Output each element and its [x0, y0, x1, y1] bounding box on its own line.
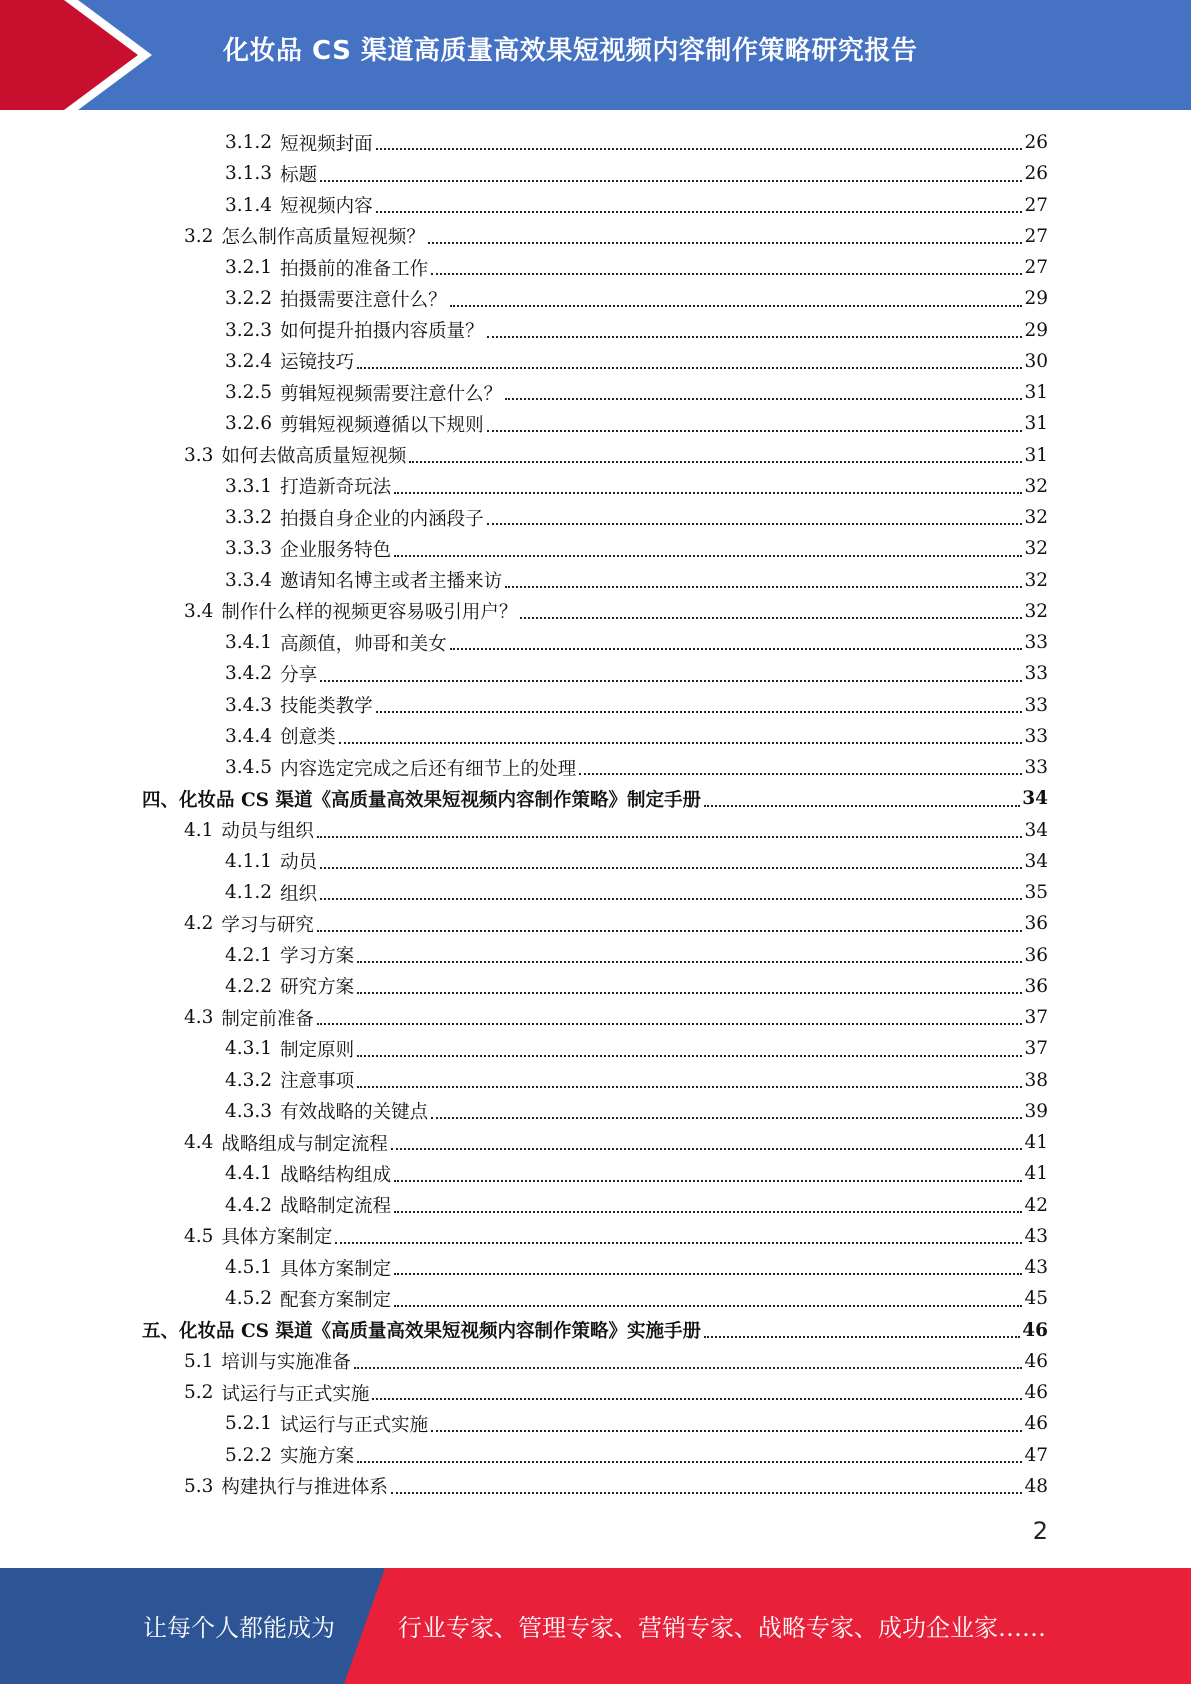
toc-entry[interactable]: [142, 1002, 1048, 1033]
toc-entry[interactable]: [142, 846, 1048, 877]
toc-entry[interactable]: [142, 1158, 1048, 1189]
toc-entry-page: 36: [1024, 913, 1048, 935]
toc-dot-leader: [357, 1055, 1022, 1057]
toc-dot-leader: [357, 992, 1022, 994]
toc-entry[interactable]: [142, 502, 1048, 533]
toc-entry[interactable]: [142, 158, 1048, 189]
toc-entry-title: 有效战略的关键点: [280, 1102, 429, 1124]
toc-entry-title: 拍摄自身企业的内涵段子: [280, 508, 484, 530]
toc-entry-page: 31: [1024, 413, 1048, 435]
toc-dot-leader: [394, 1180, 1022, 1182]
toc-entry[interactable]: [142, 315, 1048, 346]
toc-entry-title: 培训与实施准备: [221, 1352, 351, 1374]
toc-entry[interactable]: [142, 971, 1048, 1002]
toc-entry-number: 3.2.4: [225, 350, 273, 372]
toc-entry[interactable]: [142, 1315, 1048, 1346]
toc-entry-page: 36: [1024, 944, 1048, 966]
toc-dot-leader: [357, 1461, 1022, 1463]
toc-entry[interactable]: [142, 627, 1048, 658]
toc-entry-number: 4.3.3: [225, 1100, 273, 1122]
toc-entry-page: 42: [1024, 1194, 1048, 1216]
toc-entry-page: 32: [1024, 507, 1048, 529]
toc-entry-title: 学习与研究: [221, 914, 314, 936]
table-of-contents: [142, 127, 1048, 1502]
toc-entry-page: 30: [1024, 350, 1048, 372]
toc-entry-title: 战略组成与制定流程: [221, 1133, 388, 1155]
toc-entry-title: 动员: [280, 852, 318, 874]
toc-entry-number: 3.3.2: [225, 507, 273, 529]
toc-entry-page: 34: [1024, 850, 1048, 872]
toc-dot-leader: [704, 805, 1020, 807]
toc-dot-leader: [409, 461, 1022, 463]
toc-entry[interactable]: [142, 533, 1048, 564]
toc-dot-leader: [335, 1242, 1022, 1244]
toc-entry-page: 32: [1024, 569, 1048, 591]
toc-entry-number: 4.1.2: [225, 882, 273, 904]
toc-entry-page: 34: [1022, 788, 1048, 810]
toc-entry-title: 制定原则: [280, 1039, 355, 1061]
toc-entry-number: 3.2.1: [225, 257, 273, 279]
toc-entry-title: 创意类: [280, 727, 336, 749]
toc-dot-leader: [505, 586, 1022, 588]
toc-entry-number: 3.3.4: [225, 569, 273, 591]
toc-entry-title: 剪辑短视频遵循以下规则: [280, 414, 484, 436]
toc-entry-title: 试运行与正式实施: [221, 1383, 370, 1405]
toc-entry[interactable]: [142, 1096, 1048, 1127]
toc-entry-page: 36: [1024, 975, 1048, 997]
toc-entry[interactable]: [142, 1283, 1048, 1314]
toc-entry[interactable]: [142, 658, 1048, 689]
toc-entry-title: 技能类教学: [280, 696, 373, 718]
toc-dot-leader: [428, 242, 1023, 244]
toc-entry-number: 4.3.2: [225, 1069, 273, 1091]
toc-entry-number: 3.1.4: [225, 194, 273, 216]
toc-dot-leader: [450, 648, 1023, 650]
toc-entry-number: 5.1: [184, 1350, 214, 1372]
toc-entry-page: 26: [1024, 163, 1048, 185]
toc-entry-title: 四、化妆品 CS 渠道《高质量高效果短视频内容制作策略》制定手册: [142, 789, 701, 811]
toc-entry[interactable]: [142, 1377, 1048, 1408]
toc-entry-number: 3.1.3: [225, 163, 273, 185]
toc-entry-number: 4.4.2: [225, 1194, 273, 1216]
toc-entry-page: 29: [1024, 288, 1048, 310]
toc-entry-title: 剪辑短视频需要注意什么？: [280, 383, 503, 405]
toc-entry[interactable]: [142, 377, 1048, 408]
toc-entry-page: 33: [1024, 757, 1048, 779]
toc-entry-title: 如何去做高质量短视频: [221, 446, 407, 468]
toc-entry-page: 33: [1024, 663, 1048, 685]
toc-entry-title: 构建执行与推进体系: [221, 1477, 388, 1499]
toc-entry-page: 41: [1024, 1132, 1048, 1154]
toc-entry-title: 如何提升拍摄内容质量？: [280, 321, 484, 343]
toc-entry-title: 动员与组织: [221, 821, 314, 843]
toc-entry-page: 27: [1024, 194, 1048, 216]
toc-dot-leader: [394, 555, 1022, 557]
toc-dot-leader: [357, 367, 1022, 369]
toc-entry-title: 邀请知名博主或者主播来访: [280, 571, 503, 593]
toc-entry-number: 4.4.1: [225, 1163, 273, 1185]
toc-dot-leader: [339, 742, 1023, 744]
toc-entry-title: 标题: [280, 164, 318, 186]
toc-entry-page: 38: [1024, 1069, 1048, 1091]
toc-entry[interactable]: [142, 752, 1048, 783]
toc-entry-number: 4.2.1: [225, 944, 273, 966]
toc-entry-title: 战略制定流程: [280, 1196, 392, 1218]
toc-entry[interactable]: [142, 783, 1048, 814]
toc-dot-leader: [376, 211, 1023, 213]
toc-entry[interactable]: [142, 283, 1048, 314]
toc-dot-leader: [487, 430, 1023, 432]
toc-entry-title: 制定前准备: [221, 1008, 314, 1030]
toc-entry-page: 33: [1024, 632, 1048, 654]
toc-dot-leader: [354, 1367, 1023, 1369]
toc-entry-page: 34: [1024, 819, 1048, 841]
toc-entry-number: 4.4: [184, 1132, 214, 1154]
toc-entry-number: 3.4.1: [225, 632, 273, 654]
toc-entry[interactable]: [142, 408, 1048, 439]
header-chevron-graphic: [0, 0, 160, 110]
toc-entry[interactable]: [142, 1408, 1048, 1439]
toc-entry-number: 3.2.5: [225, 382, 273, 404]
toc-entry[interactable]: [142, 1127, 1048, 1158]
toc-dot-leader: [487, 523, 1023, 525]
toc-entry-page: 31: [1024, 382, 1048, 404]
toc-entry[interactable]: [142, 908, 1048, 939]
toc-entry[interactable]: [142, 346, 1048, 377]
toc-dot-leader: [704, 1336, 1020, 1338]
toc-entry-page: 46: [1024, 1413, 1048, 1435]
toc-entry-number: 3.4.3: [225, 694, 273, 716]
toc-dot-leader: [376, 711, 1023, 713]
toc-entry-title: 学习方案: [280, 946, 355, 968]
toc-entry-page: 46: [1024, 1350, 1048, 1372]
toc-entry-page: 32: [1024, 538, 1048, 560]
toc-dot-leader: [320, 898, 1022, 900]
toc-entry-number: 3.2: [184, 225, 214, 247]
toc-dot-leader: [394, 1305, 1022, 1307]
toc-dot-leader: [487, 336, 1023, 338]
toc-dot-leader: [394, 1211, 1022, 1213]
toc-entry-number: 5.3: [184, 1475, 214, 1497]
report-title: 化妆品 CS 渠道高质量高效果短视频内容制作策略研究报告: [223, 36, 918, 66]
footer-slogan-right: 行业专家、管理专家、营销专家、战略专家、成功企业家……: [398, 1614, 1046, 1642]
page-footer: [0, 1568, 1191, 1684]
toc-entry[interactable]: [142, 690, 1048, 721]
toc-entry[interactable]: [142, 596, 1048, 627]
toc-entry-page: 41: [1024, 1163, 1048, 1185]
toc-dot-leader: [317, 1023, 1023, 1025]
toc-dot-leader: [391, 1148, 1023, 1150]
toc-dot-leader: [579, 773, 1022, 775]
toc-entry-page: 35: [1024, 882, 1048, 904]
toc-entry[interactable]: [142, 1190, 1048, 1221]
footer-slogan-left: 让每个人都能成为: [143, 1614, 335, 1642]
toc-entry-number: 3.4.4: [225, 725, 273, 747]
toc-entry-page: 37: [1024, 1038, 1048, 1060]
toc-entry-number: 4.2: [184, 913, 214, 935]
toc-entry-title: 分享: [280, 664, 318, 686]
toc-entry[interactable]: [142, 252, 1048, 283]
toc-entry-number: 3.4.5: [225, 757, 273, 779]
toc-dot-leader: [394, 1273, 1022, 1275]
toc-entry[interactable]: [142, 877, 1048, 908]
toc-entry[interactable]: [142, 1346, 1048, 1377]
toc-entry[interactable]: [142, 1065, 1048, 1096]
toc-entry-page: 43: [1024, 1225, 1048, 1247]
toc-dot-leader: [357, 1086, 1022, 1088]
toc-dot-leader: [431, 273, 1022, 275]
toc-entry-title: 配套方案制定: [280, 1289, 392, 1311]
toc-entry[interactable]: [142, 940, 1048, 971]
toc-entry-title: 高颜值，帅哥和美女: [280, 633, 447, 655]
toc-dot-leader: [317, 930, 1023, 932]
toc-entry-title: 短视频封面: [280, 133, 373, 155]
toc-entry-title: 战略结构组成: [280, 1164, 392, 1186]
toc-entry-title: 打造新奇玩法: [280, 477, 392, 499]
toc-entry[interactable]: [142, 1440, 1048, 1471]
toc-dot-leader: [376, 148, 1023, 150]
toc-entry-page: 46: [1024, 1382, 1048, 1404]
toc-entry-page: 27: [1024, 225, 1048, 247]
toc-entry-page: 32: [1024, 600, 1048, 622]
toc-dot-leader: [450, 305, 1023, 307]
toc-entry-number: 4.5.2: [225, 1288, 273, 1310]
toc-entry-title: 拍摄需要注意什么？: [280, 289, 447, 311]
toc-entry[interactable]: [142, 127, 1048, 158]
toc-entry[interactable]: [142, 1471, 1048, 1502]
toc-entry-number: 3.2.3: [225, 319, 273, 341]
toc-entry[interactable]: [142, 221, 1048, 252]
toc-entry-page: 43: [1024, 1257, 1048, 1279]
toc-entry[interactable]: [142, 815, 1048, 846]
toc-entry[interactable]: [142, 565, 1048, 596]
toc-entry-title: 企业服务特色: [280, 539, 392, 561]
toc-entry-page: 46: [1022, 1319, 1048, 1341]
toc-entry-title: 具体方案制定: [280, 1258, 392, 1280]
toc-entry-page: 29: [1024, 319, 1048, 341]
toc-entry-number: 3.4: [184, 600, 214, 622]
toc-dot-leader: [320, 867, 1022, 869]
toc-entry-number: 3.2.6: [225, 413, 273, 435]
toc-entry-number: 4.3: [184, 1007, 214, 1029]
toc-entry-number: 4.5.1: [225, 1257, 273, 1279]
toc-entry-number: 3.2.2: [225, 288, 273, 310]
toc-entry-title: 试运行与正式实施: [280, 1414, 429, 1436]
toc-entry-number: 4.1: [184, 819, 214, 841]
toc-dot-leader: [520, 617, 1022, 619]
toc-entry-title: 怎么制作高质量短视频？: [221, 227, 425, 249]
toc-entry-title: 短视频内容: [280, 196, 373, 218]
page-number: 2: [1032, 1517, 1048, 1545]
toc-entry-number: 3.3.1: [225, 475, 273, 497]
toc-entry-number: 4.2.2: [225, 975, 273, 997]
toc-entry-page: 26: [1024, 132, 1048, 154]
toc-entry-number: 5.2.1: [225, 1413, 273, 1435]
toc-dot-leader: [320, 680, 1022, 682]
toc-entry-number: 4.5: [184, 1225, 214, 1247]
toc-entry[interactable]: [142, 1252, 1048, 1283]
toc-dot-leader: [320, 180, 1022, 182]
toc-entry-title: 五、化妆品 CS 渠道《高质量高效果短视频内容制作策略》实施手册: [142, 1321, 701, 1343]
toc-entry-page: 27: [1024, 257, 1048, 279]
toc-entry[interactable]: [142, 471, 1048, 502]
toc-entry-title: 研究方案: [280, 977, 355, 999]
toc-dot-leader: [372, 1398, 1022, 1400]
toc-entry[interactable]: [142, 190, 1048, 221]
toc-entry[interactable]: [142, 440, 1048, 471]
toc-entry-title: 运镜技巧: [280, 352, 355, 374]
toc-entry-number: 3.1.2: [225, 132, 273, 154]
toc-entry-page: 33: [1024, 725, 1048, 747]
toc-entry-page: 47: [1024, 1444, 1048, 1466]
toc-dot-leader: [357, 961, 1022, 963]
toc-dot-leader: [317, 836, 1023, 838]
toc-entry-number: 4.1.1: [225, 850, 273, 872]
toc-entry-title: 实施方案: [280, 1446, 355, 1468]
toc-dot-leader: [431, 1430, 1022, 1432]
page-header: [0, 0, 1191, 110]
toc-dot-leader: [394, 492, 1022, 494]
toc-entry-number: 3.3.3: [225, 538, 273, 560]
toc-entry-page: 31: [1024, 444, 1048, 466]
toc-entry-page: 32: [1024, 475, 1048, 497]
toc-entry-number: 3.4.2: [225, 663, 273, 685]
toc-entry-title: 组织: [280, 883, 318, 905]
toc-dot-leader: [391, 1492, 1023, 1494]
toc-entry-page: 48: [1024, 1475, 1048, 1497]
toc-entry-page: 33: [1024, 694, 1048, 716]
toc-entry-title: 具体方案制定: [221, 1227, 333, 1249]
toc-entry[interactable]: [142, 721, 1048, 752]
toc-entry-number: 5.2.2: [225, 1444, 273, 1466]
toc-entry[interactable]: [142, 1221, 1048, 1252]
toc-entry-page: 37: [1024, 1007, 1048, 1029]
toc-entry[interactable]: [142, 1033, 1048, 1064]
toc-entry-number: 4.3.1: [225, 1038, 273, 1060]
toc-entry-title: 内容选定完成之后还有细节上的处理: [280, 758, 577, 780]
toc-entry-page: 45: [1024, 1288, 1048, 1310]
toc-entry-number: 3.3: [184, 444, 214, 466]
toc-entry-number: 5.2: [184, 1382, 214, 1404]
toc-entry-title: 拍摄前的准备工作: [280, 258, 429, 280]
toc-entry-page: 39: [1024, 1100, 1048, 1122]
toc-dot-leader: [431, 1117, 1022, 1119]
toc-entry-title: 注意事项: [280, 1071, 355, 1093]
toc-entry-title: 制作什么样的视频更容易吸引用户？: [221, 602, 518, 624]
toc-dot-leader: [505, 398, 1022, 400]
